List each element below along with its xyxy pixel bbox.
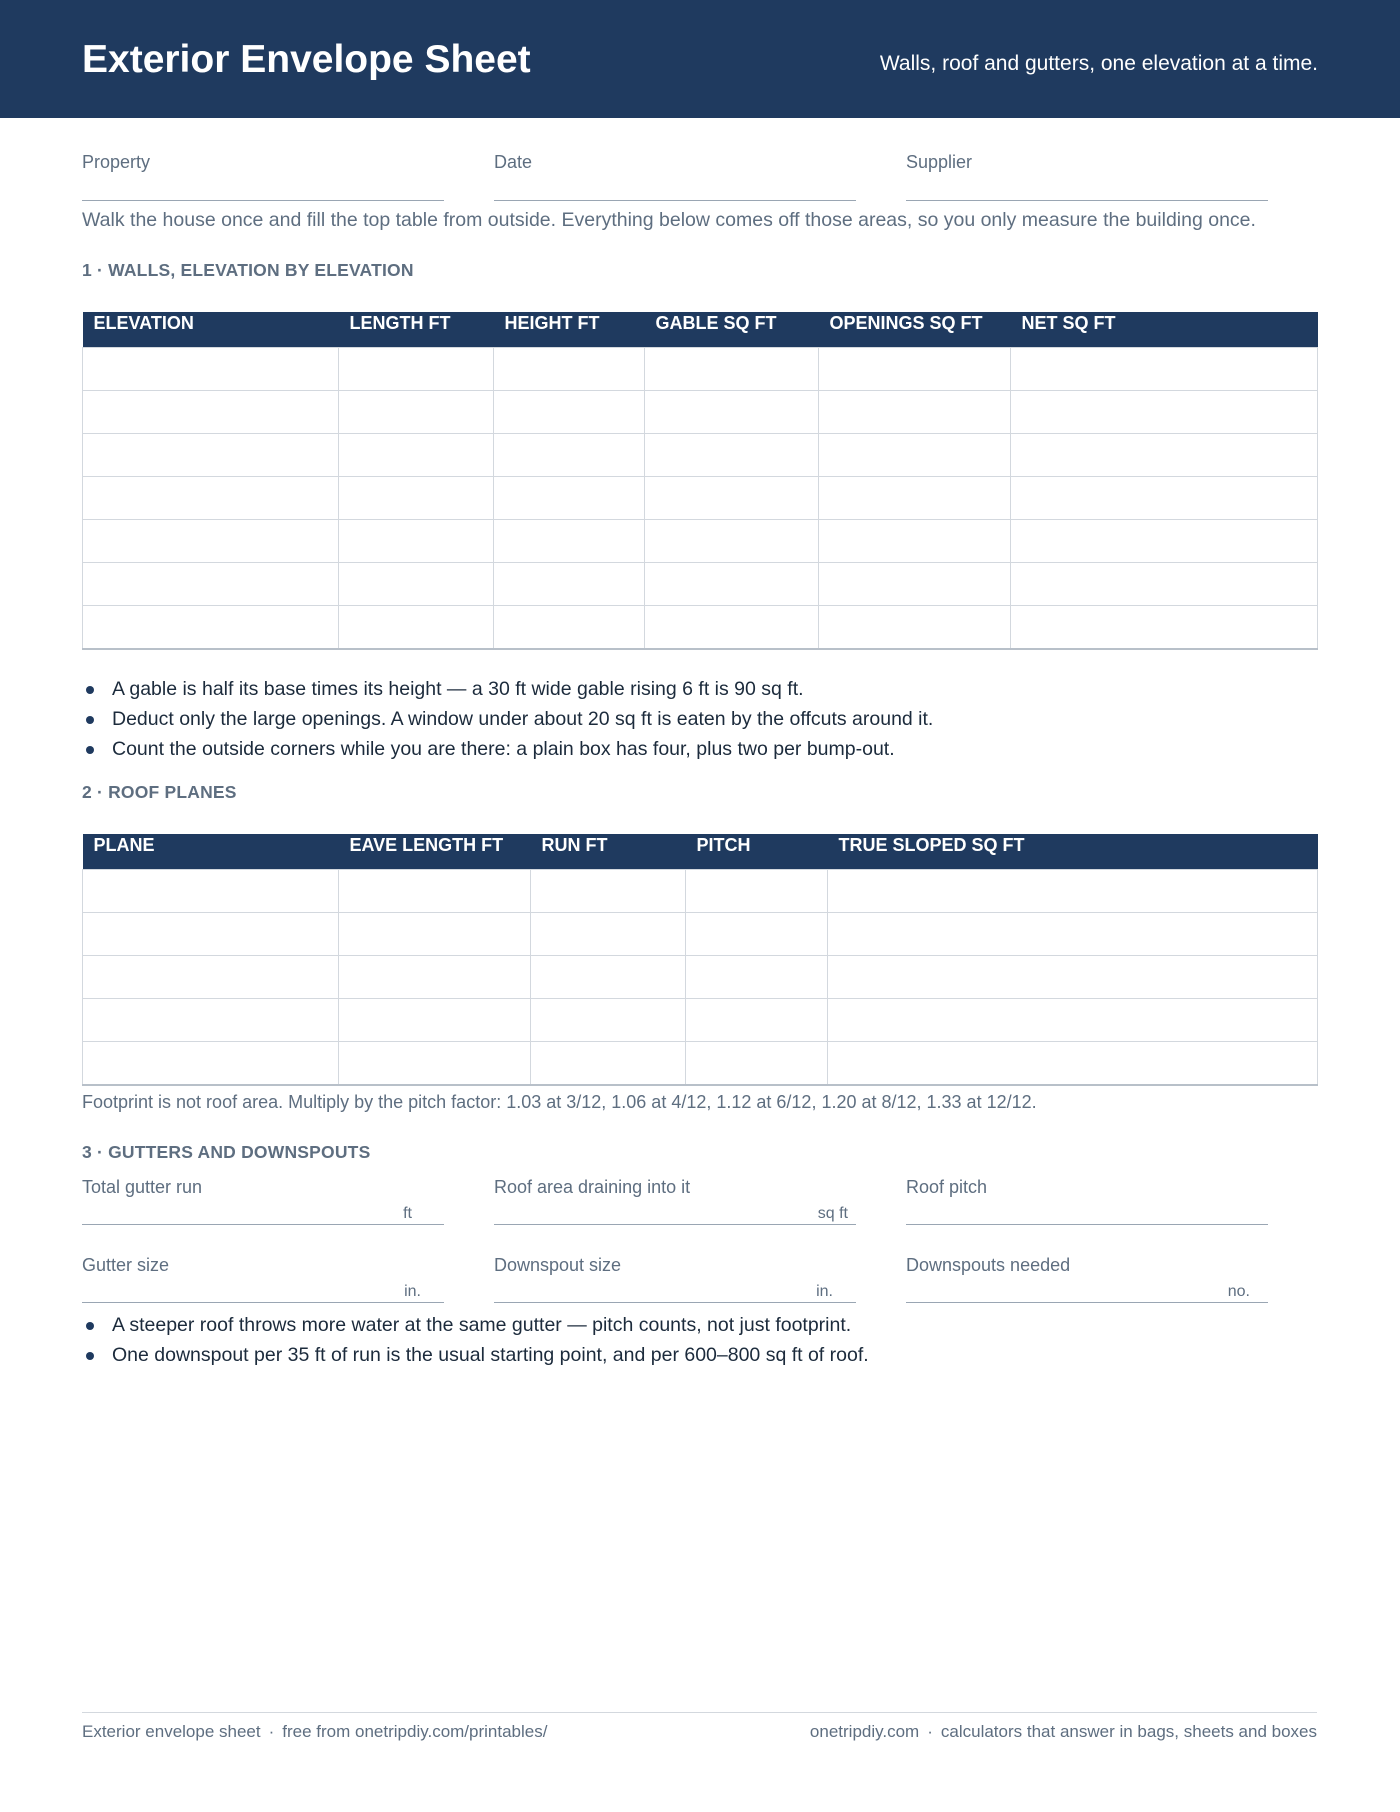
table-cell[interactable]	[83, 1042, 339, 1086]
table-cell[interactable]	[339, 520, 494, 563]
downspout-size-label: Downspout size	[494, 1255, 622, 1275]
table-cell[interactable]	[819, 477, 1011, 520]
field-line	[906, 1302, 1268, 1303]
table-cell[interactable]	[83, 956, 339, 999]
table-cell[interactable]	[83, 348, 339, 391]
roof-table	[82, 834, 1318, 1086]
intro-text: Walk the house once and fill the top table from outside. Everything below comes off those areas, so you only measure the building once.	[82, 209, 1256, 231]
supplier-label: Supplier	[906, 152, 973, 172]
table-row	[83, 391, 1318, 434]
list-item: One downspout per 35 ft of run is the usual starting point, and per 600–800 sq ft of roof.	[82, 1340, 869, 1370]
table-cell[interactable]	[339, 434, 494, 477]
roof-col-plane: PLANE	[83, 834, 339, 870]
table-cell[interactable]	[828, 913, 1318, 956]
table-cell[interactable]	[494, 606, 645, 650]
walls-col-height: HEIGHT FT	[494, 312, 645, 348]
walls-body	[83, 348, 1318, 650]
table-cell[interactable]	[83, 391, 339, 434]
field-line	[82, 1302, 444, 1303]
table-cell[interactable]	[645, 348, 819, 391]
date-field[interactable]	[494, 152, 856, 202]
table-cell[interactable]	[819, 434, 1011, 477]
table-cell[interactable]	[339, 477, 494, 520]
table-cell[interactable]	[819, 391, 1011, 434]
table-cell[interactable]	[531, 956, 686, 999]
table-row	[83, 999, 1318, 1042]
field-line	[82, 1224, 444, 1225]
table-cell[interactable]	[339, 1042, 531, 1086]
property-label: Property	[82, 152, 151, 172]
property-field[interactable]	[82, 152, 444, 202]
gutter-size-field[interactable]	[82, 1255, 444, 1305]
total-gutter-run-label: Total gutter run	[82, 1177, 203, 1197]
list-item: Deduct only the large openings. A window under about 20 sq ft is eaten by the offcuts around it.	[82, 704, 933, 734]
field-line	[906, 1224, 1268, 1225]
downspout-size-field[interactable]	[494, 1255, 856, 1305]
table-cell[interactable]	[828, 1042, 1318, 1086]
walls-heading: 1 · WALLS, ELEVATION BY ELEVATION	[82, 260, 414, 280]
table-cell[interactable]	[1011, 348, 1318, 391]
walls-col-openings: OPENINGS SQ FT	[819, 312, 1011, 348]
table-row	[83, 434, 1318, 477]
total-gutter-run-field[interactable]	[82, 1177, 444, 1227]
gutters-heading: 3 · GUTTERS AND DOWNSPOUTS	[82, 1142, 371, 1162]
table-cell[interactable]	[531, 913, 686, 956]
walls-col-length: LENGTH FT	[339, 312, 494, 348]
table-cell[interactable]	[339, 913, 531, 956]
unit-label: no.	[1227, 1283, 1250, 1300]
table-cell[interactable]	[686, 956, 828, 999]
table-cell[interactable]	[1011, 520, 1318, 563]
table-cell[interactable]	[1011, 391, 1318, 434]
table-cell[interactable]	[1011, 606, 1318, 650]
table-cell[interactable]	[83, 520, 339, 563]
table-cell[interactable]	[494, 348, 645, 391]
list-item: Count the outside corners while you are there: a plain box has four, plus two per bump-out.	[82, 734, 933, 764]
list-item: A steeper roof throws more water at the same gutter — pitch counts, not just footprint.	[82, 1310, 869, 1340]
table-cell[interactable]	[645, 477, 819, 520]
roof-col-pitch: PITCH	[686, 834, 828, 870]
downspouts-needed-field[interactable]	[906, 1255, 1268, 1305]
unit-label: in.	[816, 1283, 833, 1300]
table-row	[83, 520, 1318, 563]
table-cell[interactable]	[645, 391, 819, 434]
footer-tagline: calculators that answer in bags, sheets and boxes	[940, 1722, 1317, 1741]
page-title: Exterior Envelope Sheet	[82, 38, 531, 81]
gutter-size-label: Gutter size	[82, 1255, 170, 1275]
pitch-factor-note: Footprint is not roof area. Multiply by the pitch factor: 1.03 at 3/12, 1.06 at 4/12, 1.12 at 6/12, 1.20 at 8/12, 1.33 at 12/12.	[82, 1092, 1037, 1112]
table-row	[83, 606, 1318, 650]
table-cell[interactable]	[819, 520, 1011, 563]
table-cell[interactable]	[819, 563, 1011, 606]
table-cell[interactable]	[645, 563, 819, 606]
table-cell[interactable]	[531, 1042, 686, 1086]
table-cell[interactable]	[83, 434, 339, 477]
field-line	[494, 1302, 856, 1303]
roof-col-run: RUN FT	[531, 834, 686, 870]
table-cell[interactable]	[83, 477, 339, 520]
gutters-notes	[82, 1310, 869, 1370]
table-cell[interactable]	[645, 606, 819, 650]
table-cell[interactable]	[1011, 477, 1318, 520]
walls-table	[82, 312, 1318, 650]
walls-col-elevation: ELEVATION	[83, 312, 339, 348]
footer-printables-link[interactable]: free from onetripdiy.com/printables/	[282, 1722, 548, 1741]
property-line	[82, 200, 444, 201]
roof-area-draining-field[interactable]	[494, 1177, 856, 1227]
table-cell[interactable]	[339, 563, 494, 606]
table-row	[83, 956, 1318, 999]
table-cell[interactable]	[494, 563, 645, 606]
footer-sheet-name: Exterior envelope sheet	[82, 1722, 261, 1741]
unit-label: sq ft	[817, 1205, 848, 1222]
footer-separator: ·	[927, 1722, 933, 1741]
table-cell[interactable]	[819, 348, 1011, 391]
roof-header-row	[83, 834, 1318, 870]
table-cell[interactable]	[339, 606, 494, 650]
table-row	[83, 348, 1318, 391]
table-cell[interactable]	[1011, 563, 1318, 606]
list-item: A gable is half its base times its height — a 30 ft wide gable rising 6 ft is 90 sq ft.	[82, 674, 933, 704]
roof-area-draining-label: Roof area draining into it	[494, 1177, 691, 1197]
footer-site-link[interactable]: onetripdiy.com	[809, 1722, 920, 1741]
footer-left	[82, 1722, 547, 1742]
table-cell[interactable]	[531, 999, 686, 1042]
roof-col-true-sloped: TRUE SLOPED SQ FT	[828, 834, 1318, 870]
table-cell[interactable]	[828, 870, 1318, 913]
table-row	[83, 477, 1318, 520]
table-cell[interactable]	[645, 434, 819, 477]
walls-notes	[82, 674, 933, 764]
date-line	[494, 200, 856, 201]
walls-col-net: NET SQ FT	[1011, 312, 1318, 348]
table-row	[83, 1042, 1318, 1086]
footer-divider	[82, 1712, 1317, 1713]
table-cell[interactable]	[83, 999, 339, 1042]
walls-col-gable: GABLE SQ FT	[645, 312, 819, 348]
table-cell[interactable]	[339, 391, 494, 434]
downspouts-needed-label: Downspouts needed	[906, 1255, 1071, 1275]
table-cell[interactable]	[494, 520, 645, 563]
table-cell[interactable]	[686, 1042, 828, 1086]
table-cell[interactable]	[83, 563, 339, 606]
field-line	[494, 1224, 856, 1225]
date-label: Date	[494, 152, 533, 172]
supplier-line	[906, 200, 1268, 201]
roof-pitch-field[interactable]	[906, 1177, 1268, 1227]
table-cell[interactable]	[531, 870, 686, 913]
page-header	[0, 0, 1400, 118]
table-cell[interactable]	[494, 434, 645, 477]
roof-pitch-label: Roof pitch	[906, 1177, 988, 1197]
table-cell[interactable]	[83, 870, 339, 913]
supplier-field[interactable]	[906, 152, 1268, 202]
table-row	[83, 913, 1318, 956]
roof-body	[83, 870, 1318, 1086]
table-cell[interactable]	[686, 870, 828, 913]
table-cell[interactable]	[819, 606, 1011, 650]
table-cell[interactable]	[494, 477, 645, 520]
table-cell[interactable]	[1011, 434, 1318, 477]
table-cell[interactable]	[828, 999, 1318, 1042]
table-cell[interactable]	[339, 999, 531, 1042]
table-cell[interactable]	[339, 870, 531, 913]
table-cell[interactable]	[645, 520, 819, 563]
footer-separator: ·	[268, 1722, 275, 1741]
table-cell[interactable]	[83, 606, 339, 650]
table-cell[interactable]	[339, 348, 494, 391]
table-cell[interactable]	[83, 913, 339, 956]
table-cell[interactable]	[828, 956, 1318, 999]
footer-right	[810, 1722, 1317, 1742]
table-cell[interactable]	[339, 956, 531, 999]
table-row	[83, 870, 1318, 913]
walls-header-row	[83, 312, 1318, 348]
table-cell[interactable]	[494, 391, 645, 434]
unit-label: in.	[404, 1283, 421, 1300]
roof-heading: 2 · ROOF PLANES	[82, 782, 237, 802]
page-tagline: Walls, roof and gutters, one elevation at a time.	[879, 52, 1318, 75]
table-cell[interactable]	[686, 913, 828, 956]
table-row	[83, 563, 1318, 606]
roof-col-eave: EAVE LENGTH FT	[339, 834, 531, 870]
table-cell[interactable]	[686, 999, 828, 1042]
unit-label: ft	[403, 1205, 412, 1222]
